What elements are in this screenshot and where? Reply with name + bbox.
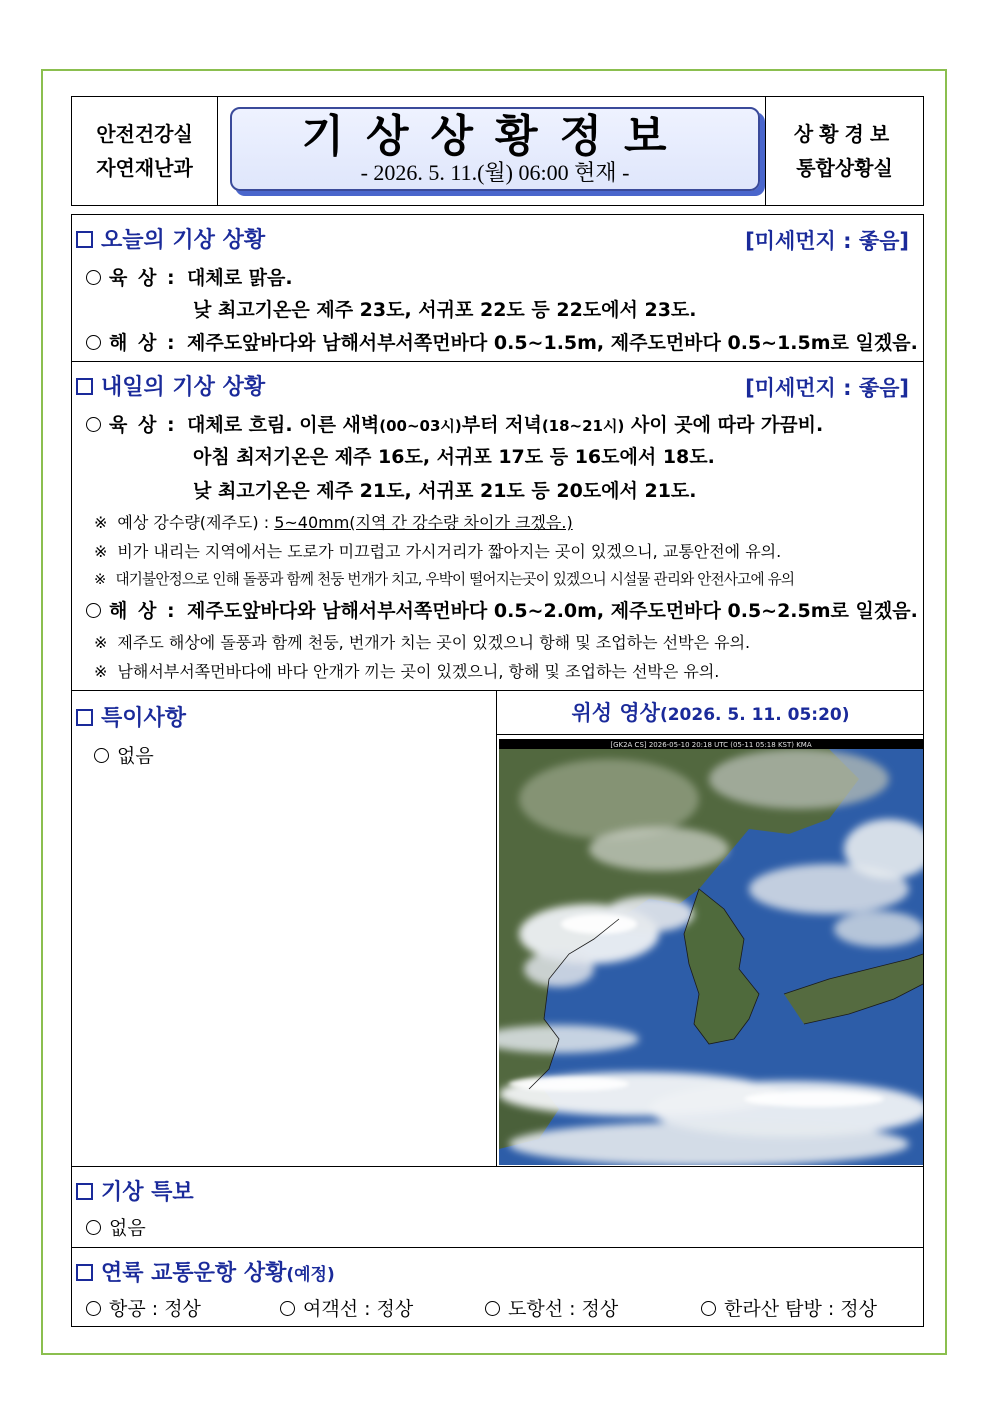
today-sea-line <box>86 328 918 355</box>
checkbox-icon <box>76 231 93 248</box>
traffic-title-note: (예정) <box>286 1265 335 1285</box>
tomorrow-sea-text: 제주도앞바다와 남해서부서쪽먼바다 0.5~2.0m, 제주도먼바다 0.5~2.5m로 일겠음. <box>187 600 918 622</box>
today-land-text-1: 대체로 맑음. <box>187 267 293 289</box>
checkbox-icon <box>76 709 93 726</box>
time-range: (00~03시) <box>379 417 462 435</box>
satellite-title: 위성 영상 <box>571 701 660 725</box>
time-range: (18~21시) <box>541 417 625 435</box>
note-text: 예상 강수량(제주도) : <box>117 513 275 532</box>
document-header <box>71 96 924 206</box>
tomorrow-weather-section <box>71 361 924 691</box>
tomorrow-land-line-1 <box>86 410 823 437</box>
traffic-title-text: 연륙 교통운항 상황 <box>101 1261 287 1286</box>
note-mark: ※ <box>94 542 108 561</box>
checkbox-icon <box>76 1264 93 1281</box>
situation-room-line-1: 상황경보 <box>793 122 896 146</box>
forecast-text: 대체로 흐림. 이른 새벽 <box>187 414 380 436</box>
weather-warning-section <box>71 1166 924 1248</box>
document-title: 기상상황정보 <box>301 111 689 162</box>
today-section-title <box>76 223 265 254</box>
today-weather-section <box>71 214 924 362</box>
department-line-1: 안전건강실 <box>96 122 193 146</box>
forecast-text: 사이 곳에 따라 가끔비. <box>624 414 824 436</box>
land-label: 육 상 : <box>109 414 177 436</box>
traffic-item-text: 한라산 탐방 : 정상 <box>724 1298 877 1320</box>
note-mark: ※ <box>94 513 108 532</box>
traffic-item-text: 항공 : 정상 <box>109 1298 201 1320</box>
today-sea-text: 제주도앞바다와 남해서부서쪽먼바다 0.5~1.5m, 제주도먼바다 0.5~1.5m로 일겠음. <box>187 332 918 354</box>
circle-bullet-icon <box>94 748 109 763</box>
special-item <box>94 741 154 768</box>
tomorrow-section-title <box>76 370 265 401</box>
situation-room <box>765 97 923 205</box>
traffic-item-air <box>86 1294 201 1321</box>
warning-item <box>86 1213 146 1240</box>
land-label: 육 상 : <box>109 267 177 289</box>
department-line-2: 자연재난과 <box>96 156 193 180</box>
satellite-panel <box>496 735 924 1166</box>
note-mark: ※ <box>94 633 108 652</box>
note-text: 비가 내리는 지역에서는 도로가 미끄럽고 가시거리가 짧아지는 곳이 있겠으니, 교통안전에 유의. <box>117 542 782 561</box>
today-fine-dust: [미세먼지 : 좋음] <box>745 229 909 253</box>
note-text: 제주도 해상에 돌풍과 함께 천둥, 번개가 치는 곳이 있겠으니 항해 및 조업하는 선박은 유의. <box>117 633 751 652</box>
traffic-section <box>71 1247 924 1327</box>
today-land-line-2: 낮 최고기온은 제주 23도, 서귀포 22도 등 22도에서 23도. <box>193 299 697 321</box>
traffic-item-ferry <box>280 1294 413 1321</box>
note-road-safety <box>94 539 781 562</box>
note-jeju-sea <box>94 630 750 653</box>
checkbox-icon <box>76 1183 93 1200</box>
note-mark: ※ <box>94 571 106 588</box>
satellite-image[interactable] <box>499 739 923 1165</box>
note-underlined-text: 5~40mm(지역 간 강수량 차이가 크겠음.) <box>274 513 573 532</box>
document-date: - 2026. 5. 11.(월) 06:00 현재 - <box>360 160 630 185</box>
today-land-line-1 <box>86 263 293 290</box>
warning-title-text: 기상 특보 <box>101 1180 194 1205</box>
note-rainfall <box>94 510 573 533</box>
traffic-item-hallasan <box>701 1294 877 1321</box>
tomorrow-sea-line <box>86 596 918 623</box>
traffic-item-text: 도항선 : 정상 <box>508 1298 619 1320</box>
tomorrow-fine-dust: [미세먼지 : 좋음] <box>745 376 909 400</box>
circle-bullet-icon <box>86 1301 101 1316</box>
checkbox-icon <box>76 378 93 395</box>
satellite-header <box>496 691 924 735</box>
note-text: 대기불안정으로 인해 돌풍과 함께 천둥 번개가 치고, 우박이 떨어지는곳이 있겠으니 시설물 관리와 안전사고에 유의 <box>115 571 795 588</box>
tomorrow-land-line-3: 낮 최고기온은 제주 21도, 서귀포 21도 등 20도에서 21도. <box>193 480 697 502</box>
circle-bullet-icon <box>485 1301 500 1316</box>
warning-item-text: 없음 <box>109 1217 146 1239</box>
circle-bullet-icon <box>701 1301 716 1316</box>
note-text: 남해서부서쪽먼바다에 바다 안개가 끼는 곳이 있겠으니, 항해 및 조업하는 선박은 유의. <box>117 662 720 681</box>
circle-bullet-icon <box>86 270 101 285</box>
today-title-text: 오늘의 기상 상황 <box>101 228 266 253</box>
special-item-text: 없음 <box>117 745 154 767</box>
satellite-caption: [GK2A CS] 2026-05-10 20:18 UTC (05-11 05:18 KST) KMA <box>610 741 812 749</box>
satellite-map-graphic <box>499 739 923 1165</box>
special-title-text: 특이사항 <box>101 706 187 731</box>
sea-label: 해 상 : <box>109 600 177 622</box>
issuing-department <box>72 97 218 205</box>
circle-bullet-icon <box>86 603 101 618</box>
circle-bullet-icon <box>86 417 101 432</box>
traffic-item-island-ferry <box>485 1294 618 1321</box>
traffic-section-title <box>76 1256 335 1287</box>
tomorrow-land-line-2: 아침 최저기온은 제주 16도, 서귀포 17도 등 16도에서 18도. <box>193 446 715 468</box>
circle-bullet-icon <box>86 1220 101 1235</box>
note-instability <box>94 568 794 589</box>
situation-room-line-2: 통합상황실 <box>796 156 893 180</box>
special-section-title <box>76 701 186 732</box>
note-mark: ※ <box>94 662 108 681</box>
title-banner <box>230 107 760 191</box>
tomorrow-title-text: 내일의 기상 상황 <box>101 375 266 400</box>
note-sea-fog <box>94 659 719 682</box>
warning-section-title <box>76 1175 194 1206</box>
circle-bullet-icon <box>280 1301 295 1316</box>
special-and-satellite-section <box>71 690 924 1167</box>
satellite-time: (2026. 5. 11. 05:20) <box>659 705 850 725</box>
sea-label: 해 상 : <box>109 332 177 354</box>
circle-bullet-icon <box>86 335 101 350</box>
traffic-item-text: 여객선 : 정상 <box>303 1298 414 1320</box>
forecast-text: 부터 저녁 <box>461 414 542 436</box>
